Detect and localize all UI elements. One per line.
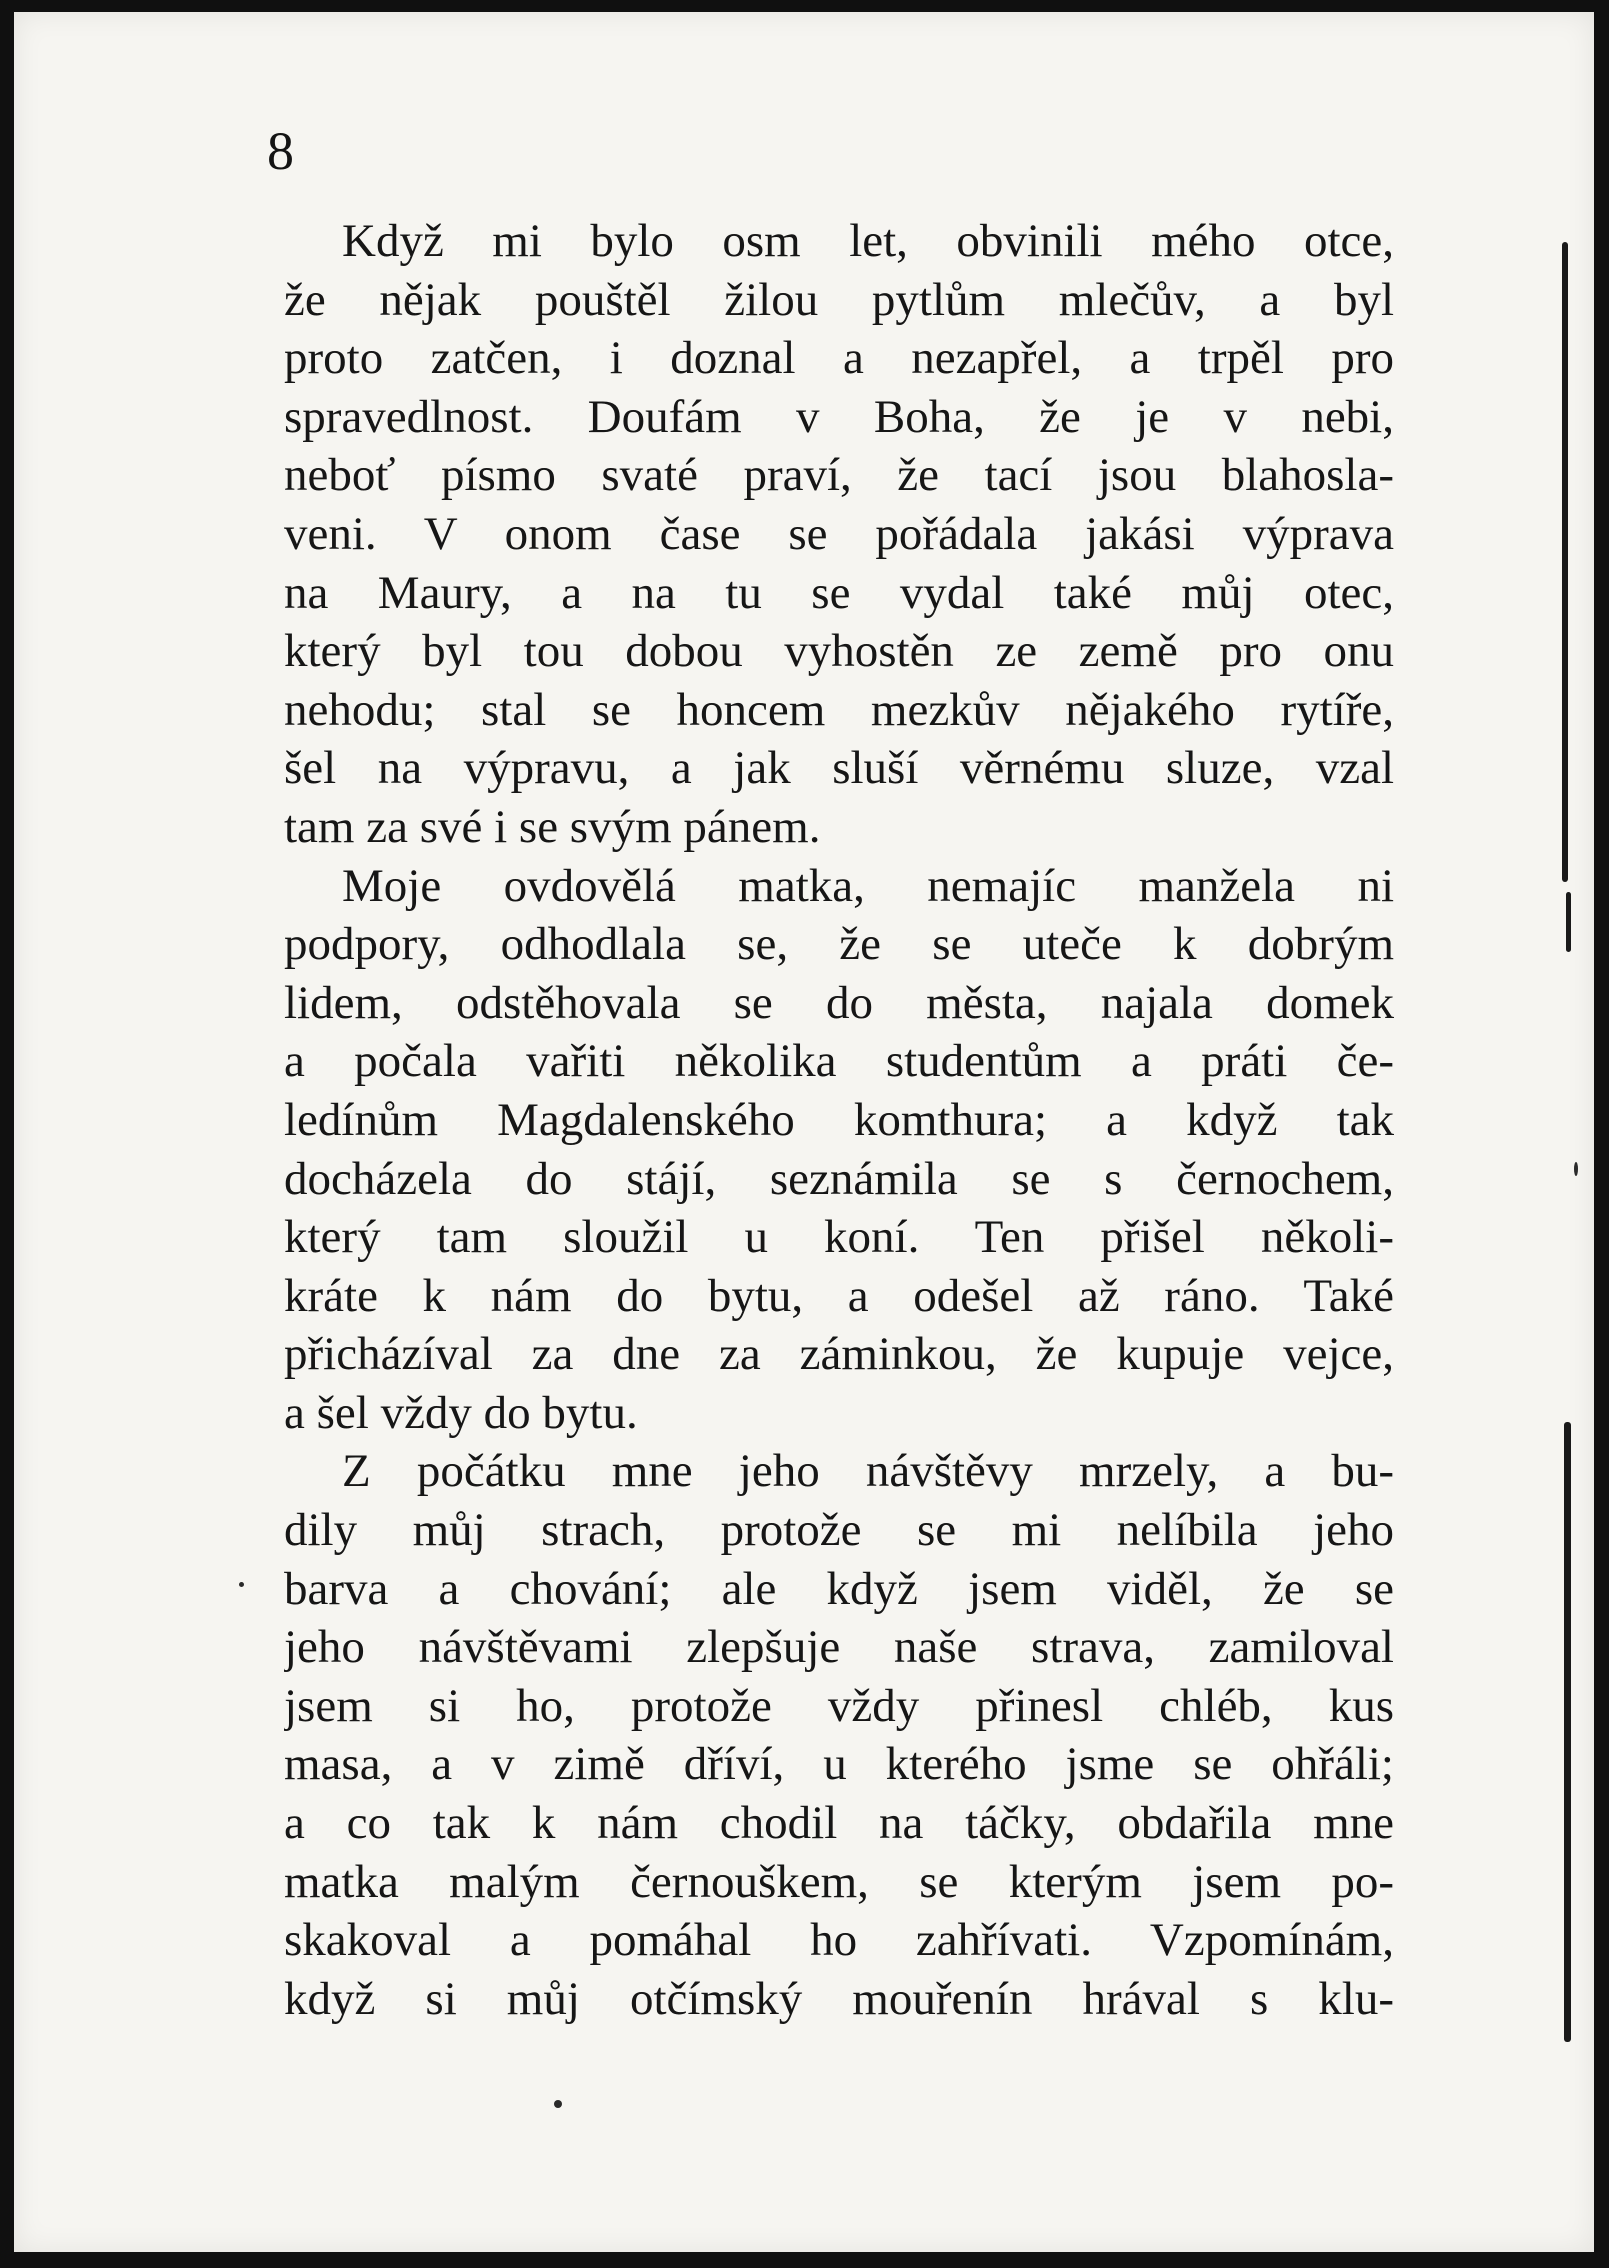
- body-text: [284, 212, 1394, 2028]
- scan-edge-mark: [1566, 892, 1571, 952]
- scan-speck: [239, 1582, 244, 1587]
- scan-speck: [554, 2100, 562, 2108]
- text-line: když si můj otčímský mouřenín hrával s klu-: [284, 1972, 1394, 2025]
- text-line: který byl tou dobou vyhostěn ze země pro onu: [284, 625, 1394, 678]
- text-line: podpory, odhodlala se, že se uteče k dobrým: [284, 918, 1394, 971]
- text-line: masa, a v zimě dříví, u kterého jsme se ohřáli;: [284, 1738, 1394, 1791]
- text-line: proto zatčen, i doznal a nezapřel, a trpěl pro: [284, 332, 1394, 385]
- page-number: 8: [267, 121, 294, 181]
- scan-edge-mark: [1564, 1422, 1571, 2042]
- text-line: matka malým černouškem, se kterým jsem po-: [284, 1855, 1394, 1908]
- paragraph: [284, 1442, 1394, 2028]
- text-line: jsem si ho, protože vždy přinesl chléb, kus: [284, 1679, 1394, 1732]
- text-line: který tam sloužil u koní. Ten přišel několi-: [284, 1211, 1394, 1264]
- text-line: kráte k nám do bytu, a odešel až ráno. Také: [284, 1269, 1394, 1322]
- text-line: šel na výpravu, a jak sluší věrnému sluze, vzal: [284, 742, 1394, 795]
- text-line: veni. V onom čase se pořádala jakási výprava: [284, 507, 1394, 560]
- text-line: Moje ovdovělá matka, nemajíc manžela ni: [342, 859, 1394, 912]
- text-line: ledínům Magdalenského komthura; a když tak: [284, 1093, 1394, 1146]
- text-line: že nějak pouštěl žilou pytlům mlečův, a byl: [284, 273, 1394, 326]
- scan-edge-mark: [1562, 242, 1568, 882]
- text-line: Z počátku mne jeho návštěvy mrzely, a bu-: [342, 1445, 1394, 1498]
- text-line: dily můj strach, protože se mi nelíbila jeho: [284, 1504, 1394, 1557]
- text-line: spravedlnost. Doufám v Boha, že je v nebi,: [284, 390, 1394, 443]
- scan-speck: [1574, 1162, 1578, 1176]
- paragraph: [284, 857, 1394, 1443]
- text-line: jeho návštěvami zlepšuje naše strava, zamiloval: [284, 1621, 1394, 1674]
- text-line: na Maury, a na tu se vydal také můj otec,: [284, 566, 1394, 619]
- paragraph: [284, 212, 1394, 857]
- book-page: [14, 12, 1594, 2252]
- text-line: barva a chování; ale když jsem viděl, že se: [284, 1562, 1394, 1615]
- text-line: docházela do stájí, seznámila se s černochem,: [284, 1152, 1394, 1205]
- text-line: a počala vařiti několika studentům a práti če-: [284, 1035, 1394, 1088]
- text-line: Když mi bylo osm let, obvinili mého otce,: [342, 215, 1394, 267]
- text-line: přicházíval za dne za záminkou, že kupuje vejce,: [284, 1328, 1394, 1381]
- text-line: tam za své i se svým pánem.: [284, 800, 821, 853]
- text-line: skakoval a pomáhal ho zahřívati. Vzpomínám,: [284, 1914, 1394, 1967]
- text-line: neboť písmo svaté praví, že tací jsou blahosla-: [284, 449, 1394, 502]
- text-line: nehodu; stal se honcem mezkův nějakého rytíře,: [284, 683, 1394, 736]
- text-line: a co tak k nám chodil na táčky, obdařila mne: [284, 1797, 1394, 1850]
- text-line: a šel vždy do bytu.: [284, 1386, 638, 1439]
- text-line: lidem, odstěhovala se do města, najala domek: [284, 976, 1394, 1029]
